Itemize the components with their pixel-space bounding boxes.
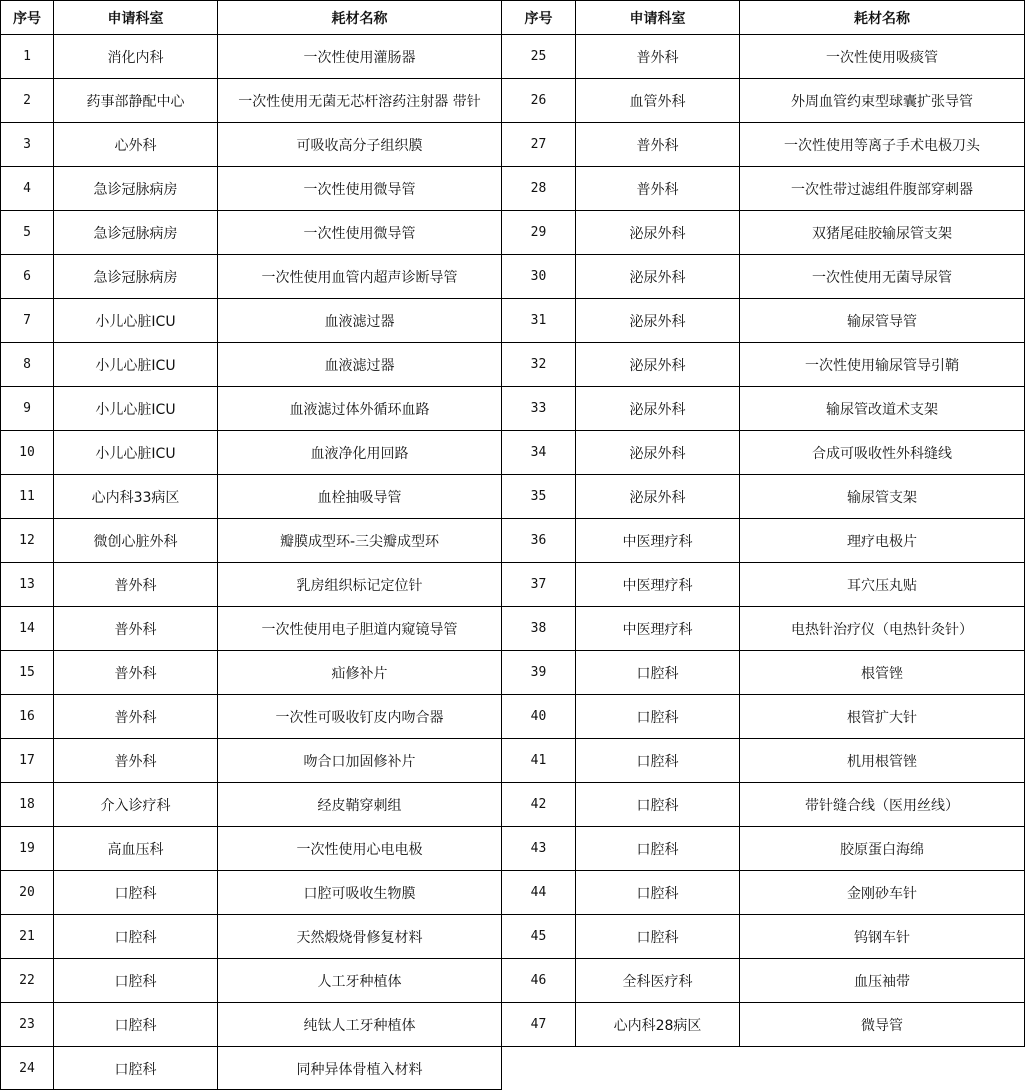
left-department-cell: 小儿心脏ICU [95, 445, 176, 462]
right-row-number-cell: 39 [530, 665, 547, 680]
left-department-cell: 普外科 [114, 577, 157, 594]
left-department-cell: 普外科 [114, 621, 157, 638]
right-department-cell: 泌尿外科 [629, 357, 686, 374]
header-left-row-number: 序号 [13, 10, 41, 27]
right-item-name-cell: 一次性使用无菌导尿管 [812, 269, 952, 286]
grid-line-horizontal [0, 1002, 1025, 1003]
left-department-cell: 介入诊疗科 [100, 797, 171, 814]
right-department-cell: 普外科 [636, 137, 679, 154]
right-item-name-cell: 电热针治疗仪（电热针灸针） [791, 621, 973, 638]
right-department-cell: 口腔科 [636, 709, 679, 726]
right-department-cell: 泌尿外科 [629, 489, 686, 506]
right-row-number-cell: 36 [530, 533, 547, 548]
left-item-name-cell: 同种异体骨植入材料 [296, 1061, 423, 1078]
right-row-number-cell: 26 [530, 93, 547, 108]
grid-line-vertical [501, 0, 502, 1090]
left-department-cell: 小儿心脏ICU [95, 313, 176, 330]
grid-line-vertical [575, 0, 576, 1047]
right-department-cell: 口腔科 [636, 753, 679, 770]
header-right-department: 申请科室 [629, 10, 686, 27]
left-department-cell: 心外科 [114, 137, 157, 154]
left-row-number-cell: 7 [23, 313, 31, 328]
grid-line-horizontal [0, 166, 1025, 167]
left-row-number-cell: 20 [19, 885, 35, 900]
right-row-number-cell: 25 [530, 49, 547, 64]
right-item-name-cell: 微导管 [861, 1017, 903, 1034]
grid-line-horizontal [0, 210, 1025, 211]
right-item-name-cell: 机用根管锉 [847, 753, 917, 770]
left-row-number-cell: 3 [23, 137, 31, 152]
header-right-row-number: 序号 [524, 10, 553, 27]
left-department-cell: 微创心脏外科 [93, 533, 178, 550]
left-department-cell: 小儿心脏ICU [95, 357, 176, 374]
right-item-name-cell: 一次性带过滤组件腹部穿刺器 [791, 181, 973, 198]
right-row-number-cell: 42 [530, 797, 547, 812]
grid-line-horizontal [0, 782, 1025, 783]
left-row-number-cell: 13 [19, 577, 35, 592]
right-item-name-cell: 耳穴压丸贴 [847, 577, 917, 594]
left-row-number-cell: 4 [23, 181, 31, 196]
grid-line-horizontal [0, 958, 1025, 959]
left-item-name-cell: 血液净化用回路 [310, 445, 409, 462]
right-department-cell: 口腔科 [636, 841, 679, 858]
left-item-name-cell: 瓣膜成型环-三尖瓣成型环 [279, 533, 440, 550]
left-row-number-cell: 8 [23, 357, 31, 372]
right-row-number-cell: 41 [530, 753, 547, 768]
right-item-name-cell: 合成可吸收性外科缝线 [812, 445, 952, 462]
left-department-cell: 口腔科 [114, 1017, 157, 1034]
header-left-item-name: 耗材名称 [331, 10, 388, 27]
grid-line-vertical [0, 0, 1, 1090]
right-row-number-cell: 40 [530, 709, 547, 724]
right-department-cell: 泌尿外科 [629, 401, 686, 418]
right-item-name-cell: 输尿管改道术支架 [826, 401, 938, 418]
right-item-name-cell: 输尿管导管 [847, 313, 917, 330]
grid-line-horizontal [0, 606, 1025, 607]
grid-line-vertical [217, 0, 218, 1090]
grid-line-vertical [53, 0, 54, 1090]
right-row-number-cell: 34 [530, 445, 547, 460]
left-item-name-cell: 乳房组织标记定位针 [296, 577, 423, 594]
left-row-number-cell: 23 [19, 1017, 35, 1032]
right-row-number-cell: 37 [530, 577, 547, 592]
grid-line-horizontal [0, 562, 1025, 563]
right-row-number-cell: 44 [530, 885, 547, 900]
left-item-name-cell: 人工牙种植体 [317, 973, 402, 990]
left-row-number-cell: 2 [23, 93, 31, 108]
grid-line-horizontal [0, 0, 1025, 1]
right-item-name-cell: 一次性使用输尿管导引鞘 [805, 357, 959, 374]
left-item-name-cell: 可吸收高分子组织膜 [296, 137, 423, 154]
left-row-number-cell: 16 [19, 709, 35, 724]
left-item-name-cell: 纯钛人工牙种植体 [303, 1017, 416, 1034]
right-department-cell: 全科医疗科 [622, 973, 693, 990]
right-department-cell: 中医理疗科 [622, 533, 693, 550]
grid-line-horizontal [0, 298, 1025, 299]
grid-line-horizontal [0, 914, 1025, 915]
left-item-name-cell: 一次性使用微导管 [303, 181, 416, 198]
right-department-cell: 血管外科 [629, 93, 686, 110]
right-item-name-cell: 理疗电极片 [847, 533, 917, 550]
right-department-cell: 泌尿外科 [629, 269, 686, 286]
grid-line-horizontal [0, 78, 1025, 79]
right-row-number-cell: 35 [530, 489, 547, 504]
left-row-number-cell: 15 [19, 665, 35, 680]
grid-line-horizontal [0, 694, 1025, 695]
left-department-cell: 急诊冠脉病房 [93, 269, 178, 286]
left-item-name-cell: 血栓抽吸导管 [317, 489, 402, 506]
grid-line-horizontal [0, 650, 1025, 651]
left-department-cell: 普外科 [114, 665, 157, 682]
grid-line-horizontal [0, 518, 1025, 519]
right-department-cell: 口腔科 [636, 797, 679, 814]
left-department-cell: 急诊冠脉病房 [93, 181, 178, 198]
right-department-cell: 心内科28病区 [613, 1017, 702, 1034]
right-item-name-cell: 外周血管约束型球囊扩张导管 [791, 93, 973, 110]
left-item-name-cell: 吻合口加固修补片 [303, 753, 416, 770]
left-department-cell: 药事部静配中心 [86, 93, 185, 110]
left-department-cell: 消化内科 [107, 49, 164, 66]
grid-line-horizontal [0, 34, 1025, 35]
right-department-cell: 泌尿外科 [629, 313, 686, 330]
grid-line-horizontal [0, 474, 1025, 475]
left-item-name-cell: 血液滤过器 [324, 357, 395, 374]
left-row-number-cell: 1 [23, 49, 31, 64]
left-row-number-cell: 18 [19, 797, 35, 812]
right-item-name-cell: 带针缝合线（医用丝线） [805, 797, 959, 814]
right-department-cell: 中医理疗科 [622, 621, 693, 638]
right-row-number-cell: 45 [530, 929, 547, 944]
right-row-number-cell: 29 [530, 225, 547, 240]
left-item-name-cell: 天然煅烧骨修复材料 [296, 929, 423, 946]
right-row-number-cell: 28 [530, 181, 547, 196]
left-item-name-cell: 一次性使用电子胆道内窥镜导管 [261, 621, 458, 638]
right-department-cell: 泌尿外科 [629, 225, 686, 242]
left-row-number-cell: 11 [19, 489, 35, 504]
right-row-number-cell: 33 [530, 401, 547, 416]
left-item-name-cell: 经皮鞘穿刺组 [317, 797, 402, 814]
grid-line-horizontal [0, 386, 1025, 387]
header-right-item-name: 耗材名称 [854, 10, 910, 27]
left-item-name-cell: 一次性使用心电电极 [296, 841, 423, 858]
right-row-number-cell: 32 [530, 357, 547, 372]
grid-line-horizontal [0, 342, 1025, 343]
left-row-number-cell: 5 [23, 225, 31, 240]
left-row-number-cell: 19 [19, 841, 35, 856]
right-row-number-cell: 46 [530, 973, 547, 988]
right-item-name-cell: 一次性使用等离子手术电极刀头 [784, 137, 980, 154]
right-department-cell: 中医理疗科 [622, 577, 693, 594]
right-item-name-cell: 双猪尾硅胶输尿管支架 [812, 225, 952, 242]
left-row-number-cell: 6 [23, 269, 31, 284]
left-item-name-cell: 一次性使用无菌无芯杆溶药注射器 带针 [238, 93, 481, 110]
grid-line-horizontal [0, 254, 1025, 255]
left-department-cell: 心内科33病区 [91, 489, 180, 506]
left-item-name-cell: 疝修补片 [331, 665, 388, 682]
left-department-cell: 口腔科 [114, 1061, 157, 1078]
grid-line-horizontal [0, 1046, 1025, 1047]
left-department-cell: 高血压科 [107, 841, 164, 858]
left-department-cell: 小儿心脏ICU [95, 401, 176, 418]
left-row-number-cell: 9 [23, 401, 31, 416]
right-row-number-cell: 43 [530, 841, 547, 856]
left-department-cell: 普外科 [114, 753, 157, 770]
right-item-name-cell: 根管扩大针 [847, 709, 917, 726]
right-department-cell: 泌尿外科 [629, 445, 686, 462]
right-row-number-cell: 47 [530, 1017, 547, 1032]
grid-line-vertical [739, 0, 740, 1047]
left-item-name-cell: 血液滤过体外循环血路 [289, 401, 430, 418]
left-item-name-cell: 口腔可吸收生物膜 [303, 885, 416, 902]
right-item-name-cell: 一次性使用吸痰管 [826, 49, 938, 66]
left-item-name-cell: 一次性使用微导管 [303, 225, 416, 242]
left-row-number-cell: 22 [19, 973, 35, 988]
right-item-name-cell: 钨钢车针 [854, 929, 910, 946]
grid-line-horizontal [0, 870, 1025, 871]
right-department-cell: 普外科 [636, 49, 679, 66]
right-item-name-cell: 胶原蛋白海绵 [840, 841, 924, 858]
header-left-department: 申请科室 [107, 10, 164, 27]
left-row-number-cell: 12 [19, 533, 35, 548]
left-row-number-cell: 14 [19, 621, 35, 636]
right-item-name-cell: 血压袖带 [854, 973, 910, 990]
left-department-cell: 普外科 [114, 709, 157, 726]
left-item-name-cell: 一次性使用灌肠器 [303, 49, 416, 66]
right-department-cell: 口腔科 [636, 885, 679, 902]
grid-line-horizontal [0, 738, 1025, 739]
left-item-name-cell: 血液滤过器 [324, 313, 395, 330]
right-item-name-cell: 输尿管支架 [847, 489, 917, 506]
right-row-number-cell: 31 [530, 313, 547, 328]
right-department-cell: 普外科 [636, 181, 679, 198]
right-department-cell: 口腔科 [636, 929, 679, 946]
grid-line-horizontal [0, 826, 1025, 827]
left-department-cell: 口腔科 [114, 885, 157, 902]
left-item-name-cell: 一次性可吸收钉皮内吻合器 [275, 709, 444, 726]
grid-line-horizontal [0, 122, 1025, 123]
left-item-name-cell: 一次性使用血管内超声诊断导管 [261, 269, 458, 286]
left-row-number-cell: 10 [19, 445, 35, 460]
left-row-number-cell: 21 [19, 929, 35, 944]
right-row-number-cell: 38 [530, 621, 547, 636]
left-department-cell: 口腔科 [114, 929, 157, 946]
right-row-number-cell: 27 [530, 137, 547, 152]
left-row-number-cell: 17 [19, 753, 35, 768]
left-department-cell: 急诊冠脉病房 [93, 225, 178, 242]
left-row-number-cell: 24 [19, 1061, 35, 1076]
right-row-number-cell: 30 [530, 269, 547, 284]
right-department-cell: 口腔科 [636, 665, 679, 682]
left-department-cell: 口腔科 [114, 973, 157, 990]
right-item-name-cell: 金刚砂车针 [847, 885, 917, 902]
grid-line-horizontal [0, 430, 1025, 431]
right-item-name-cell: 根管锉 [861, 665, 903, 682]
